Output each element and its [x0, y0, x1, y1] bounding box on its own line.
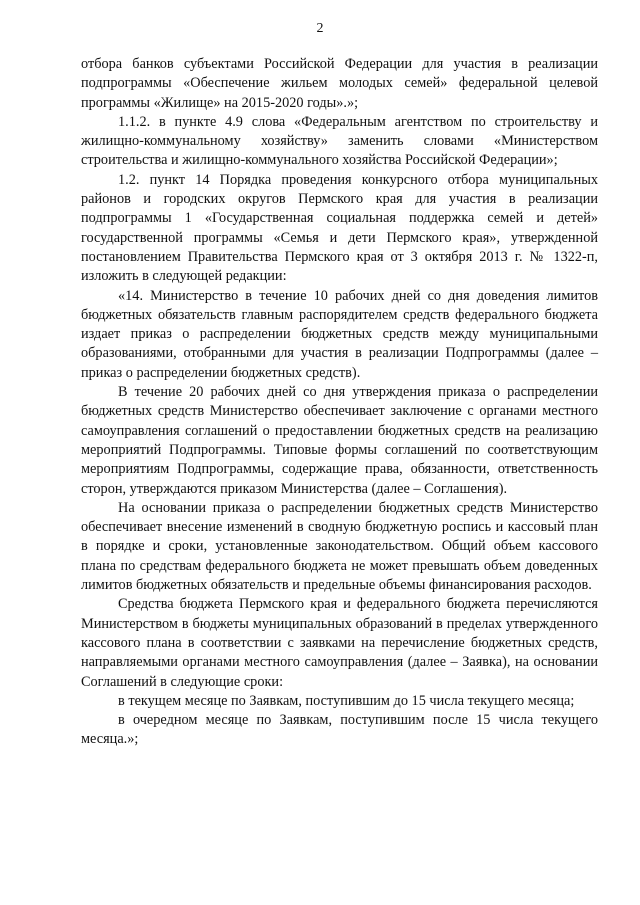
paragraph-6: На основании приказа о распределении бюджетных средств Министерство обеспечивает внесение изменений в сводную бюджетную роспись и кассовый план в порядке и сроки, установленные законодательством. Общий объем кассового плана по средствам федерального бюджета не может превышать объем доведенных лимитов бюджетных обязательств и предельные объемы финансирования расходов. — [81, 499, 598, 594]
paragraph-7: Средства бюджета Пермского края и федерального бюджета перечисляются Министерством в бюджеты муниципальных образований в пределах утвержденного кассового плана в соответствии с заявками на перечисление бюджетных средств, направляемыми органами местного самоуправления (далее – Заявка), на основании Соглашений в следующие сроки: — [81, 596, 598, 690]
paragraph-3: 1.2. пункт 14 Порядка проведения конкурсного отбора муниципальных районов и городских округов Пермского края для участия в реализации подпрограммы 1 «Государственная социальная поддержка семей и детей» государственной программы «Семья и дети Пермского края», утвержденной постановлением Правительства Пермского края от 3 октября 2013 г. № 1322-п, изложить в следующей редакции: — [81, 171, 598, 285]
page-number: 2 — [316, 21, 324, 36]
paragraph-4: «14. Министерство в течение 10 рабочих дней со дня доведения лимитов бюджетных обязательств главным распорядителем средств федерального бюджета издает приказ о распределении бюджетных средств между муниципальными образованиями, отобранными для участия в реализации Подпрограммы (далее – приказ о распределении бюджетных средств). — [81, 287, 598, 381]
document-body — [81, 55, 598, 750]
paragraph-8: в текущем месяце по Заявкам, поступившим до 15 числа текущего месяца; — [118, 692, 575, 709]
paragraph-2: 1.1.2. в пункте 4.9 слова «Федеральным агентством по строительству и жилищно-коммунальному хозяйству» заменить словами «Министерством строительства и жилищно-коммунального хозяйства Российской Федерации»; — [81, 113, 598, 169]
paragraph-9: в очередном месяце по Заявкам, поступившим после 15 числа текущего месяца.»; — [81, 712, 598, 748]
paragraph-5: В течение 20 рабочих дней со дня утверждения приказа о распределении бюджетных средств Министерство обеспечивает заключение с органами местного самоуправления соглашений о предоставлении бюджетных средств на реализацию мероприятий Подпрограммы. Типовые формы соглашений по соответствующим мероприятиям Подпрограммы, содержащие права, обязанности, ответственность сторон, утверждаются приказом Министерства (далее – Соглашения). — [81, 384, 598, 497]
paragraph-1: отбора банков субъектами Российской Федерации для участия в реализации подпрограммы «Обеспечение жильем молодых семей» федеральной целевой программы «Жилище» на 2015-2020 годы».»; — [81, 56, 598, 111]
